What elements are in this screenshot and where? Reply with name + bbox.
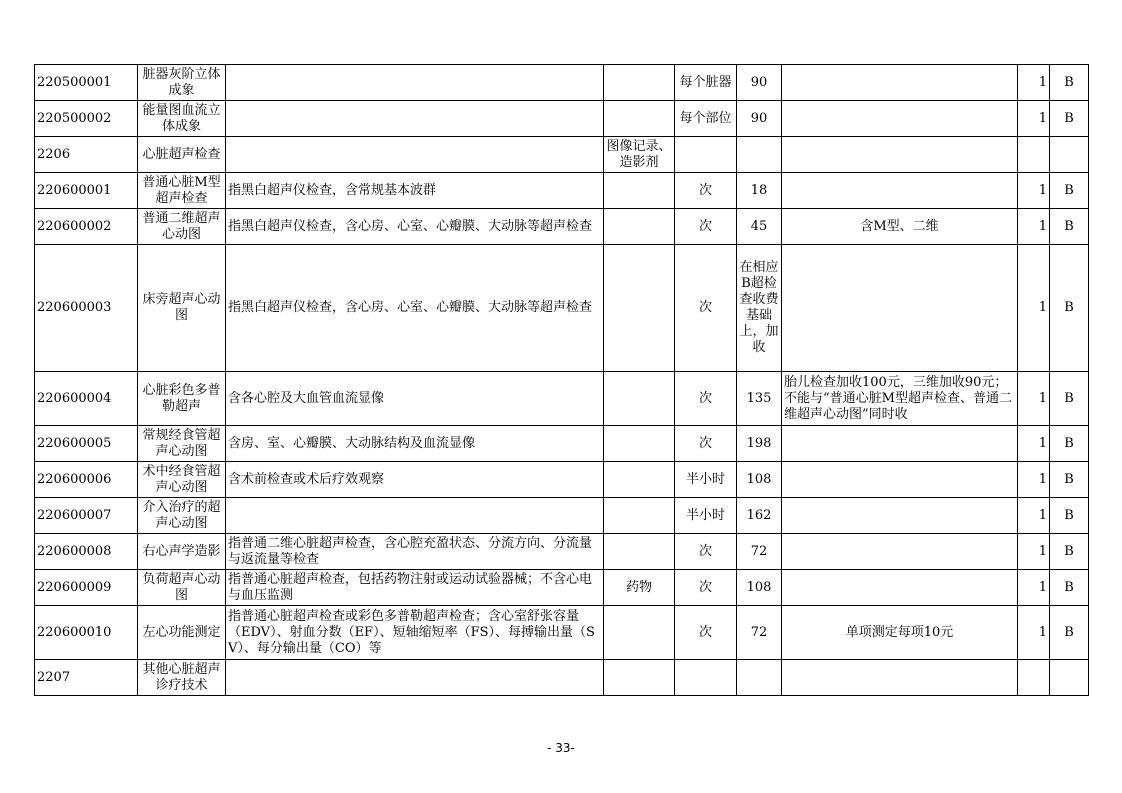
item-name: 能量图血流立体成象 <box>138 101 226 137</box>
item-flag: 1 <box>1018 209 1050 245</box>
item-price: 90 <box>737 65 782 101</box>
item-content: 含各心腔及大血管血流显像 <box>226 372 604 426</box>
item-note <box>782 426 1018 462</box>
item-flag: 1 <box>1018 372 1050 426</box>
item-code: 220600009 <box>35 570 138 606</box>
item-unit: 半小时 <box>675 462 737 498</box>
item-content: 含术前检查或术后疗效观察 <box>226 462 604 498</box>
item-flag: 1 <box>1018 606 1050 660</box>
item-code: 2207 <box>35 660 138 696</box>
item-content: 指普通二维心脏超声检查，含心腔充盈状态、分流方向、分流量与返流量等检查 <box>226 534 604 570</box>
item-code: 220600008 <box>35 534 138 570</box>
item-excluded <box>604 173 675 209</box>
item-class: B <box>1050 426 1089 462</box>
item-price: 72 <box>737 534 782 570</box>
item-code: 2206 <box>35 137 138 173</box>
item-excluded <box>604 372 675 426</box>
item-excluded: 药物 <box>604 570 675 606</box>
item-content: 指黑白超声仪检查，含心房、心室、心瓣膜、大动脉等超声检查 <box>226 209 604 245</box>
table-row <box>35 498 1089 534</box>
item-name: 心脏超声检查 <box>138 137 226 173</box>
item-class: B <box>1050 606 1089 660</box>
item-unit: 每个部位 <box>675 101 737 137</box>
table-row <box>35 534 1089 570</box>
item-note <box>782 534 1018 570</box>
item-code: 220600006 <box>35 462 138 498</box>
item-price: 90 <box>737 101 782 137</box>
item-code: 220600004 <box>35 372 138 426</box>
table-row <box>35 245 1089 372</box>
item-price: 108 <box>737 570 782 606</box>
item-class: B <box>1050 65 1089 101</box>
item-code: 220600005 <box>35 426 138 462</box>
item-code: 220600010 <box>35 606 138 660</box>
item-note <box>782 660 1018 696</box>
item-note <box>782 245 1018 372</box>
item-class: B <box>1050 101 1089 137</box>
page-number: - 33- <box>547 741 575 755</box>
item-price <box>737 660 782 696</box>
item-price: 18 <box>737 173 782 209</box>
item-price: 45 <box>737 209 782 245</box>
item-unit: 每个脏器 <box>675 65 737 101</box>
table-row <box>35 426 1089 462</box>
item-code: 220500002 <box>35 101 138 137</box>
item-unit: 次 <box>675 606 737 660</box>
item-unit: 次 <box>675 245 737 372</box>
item-note: 单项测定每项10元 <box>782 606 1018 660</box>
table-row <box>35 65 1089 101</box>
item-flag: 1 <box>1018 245 1050 372</box>
item-code: 220500001 <box>35 65 138 101</box>
item-content <box>226 65 604 101</box>
item-unit <box>675 137 737 173</box>
item-name: 常规经食管超声心动图 <box>138 426 226 462</box>
item-content <box>226 137 604 173</box>
item-flag: 1 <box>1018 173 1050 209</box>
item-excluded <box>604 101 675 137</box>
item-class: B <box>1050 498 1089 534</box>
item-name: 其他心脏超声诊疗技术 <box>138 660 226 696</box>
item-excluded <box>604 660 675 696</box>
item-excluded <box>604 65 675 101</box>
table-row <box>35 173 1089 209</box>
table-row <box>35 101 1089 137</box>
item-unit <box>675 660 737 696</box>
item-content: 指普通心脏超声检查，包括药物注射或运动试验器械；不含心电与血压监测 <box>226 570 604 606</box>
fee-table <box>34 64 1089 696</box>
item-flag: 1 <box>1018 534 1050 570</box>
item-unit: 次 <box>675 372 737 426</box>
item-code: 220600003 <box>35 245 138 372</box>
item-note: 胎儿检查加收100元，三维加收90元；不能与“普通心脏M型超声检查、普通二维超声心动图”同时收 <box>782 372 1018 426</box>
item-class: B <box>1050 209 1089 245</box>
item-name: 术中经食管超声心动图 <box>138 462 226 498</box>
item-note: 含M型、二维 <box>782 209 1018 245</box>
table-row <box>35 570 1089 606</box>
item-flag: 1 <box>1018 426 1050 462</box>
item-unit: 次 <box>675 534 737 570</box>
item-excluded: 图像记录、造影剂 <box>604 137 675 173</box>
item-price: 108 <box>737 462 782 498</box>
item-content: 指黑白超声仪检查，含心房、心室、心瓣膜、大动脉等超声检查 <box>226 245 604 372</box>
item-name: 普通心脏M型超声检查 <box>138 173 226 209</box>
item-class: B <box>1050 534 1089 570</box>
item-content: 指黑白超声仪检查，含常规基本波群 <box>226 173 604 209</box>
table-row <box>35 462 1089 498</box>
item-unit: 半小时 <box>675 498 737 534</box>
item-flag: 1 <box>1018 101 1050 137</box>
item-content <box>226 660 604 696</box>
item-class: B <box>1050 462 1089 498</box>
item-class: B <box>1050 570 1089 606</box>
table-row <box>35 137 1089 173</box>
item-unit: 次 <box>675 426 737 462</box>
fee-table-body <box>35 65 1089 696</box>
item-unit: 次 <box>675 570 737 606</box>
table-row <box>35 606 1089 660</box>
item-code: 220600001 <box>35 173 138 209</box>
item-excluded <box>604 462 675 498</box>
item-name: 右心声学造影 <box>138 534 226 570</box>
item-flag: 1 <box>1018 570 1050 606</box>
item-excluded <box>604 498 675 534</box>
item-note <box>782 101 1018 137</box>
item-name: 普通二维超声心动图 <box>138 209 226 245</box>
item-excluded <box>604 534 675 570</box>
item-excluded <box>604 426 675 462</box>
item-price: 198 <box>737 426 782 462</box>
item-note <box>782 498 1018 534</box>
item-unit: 次 <box>675 209 737 245</box>
item-class <box>1050 137 1089 173</box>
table-row <box>35 372 1089 426</box>
table-row <box>35 660 1089 696</box>
item-price: 135 <box>737 372 782 426</box>
item-content <box>226 101 604 137</box>
item-class: B <box>1050 173 1089 209</box>
item-class: B <box>1050 372 1089 426</box>
item-note <box>782 173 1018 209</box>
item-excluded <box>604 209 675 245</box>
item-content <box>226 498 604 534</box>
item-content: 含房、室、心瓣膜、大动脉结构及血流显像 <box>226 426 604 462</box>
table-row <box>35 209 1089 245</box>
item-class <box>1050 660 1089 696</box>
item-flag <box>1018 137 1050 173</box>
item-price: 162 <box>737 498 782 534</box>
item-flag: 1 <box>1018 65 1050 101</box>
item-code: 220600002 <box>35 209 138 245</box>
item-note <box>782 570 1018 606</box>
item-content: 指普通心脏超声检查或彩色多普勒超声检查；含心室舒张容量（EDV）、射血分数（EF）、短轴缩短率（FS）、每搏输出量（SV）、每分输出量（CO）等 <box>226 606 604 660</box>
item-flag: 1 <box>1018 498 1050 534</box>
item-excluded <box>604 245 675 372</box>
item-price <box>737 137 782 173</box>
item-name: 脏器灰阶立体成象 <box>138 65 226 101</box>
item-flag: 1 <box>1018 462 1050 498</box>
item-note <box>782 65 1018 101</box>
item-price: 在相应B超检查收费基础上，加收 <box>737 245 782 372</box>
item-unit: 次 <box>675 173 737 209</box>
item-code: 220600007 <box>35 498 138 534</box>
item-name: 床旁超声心动图 <box>138 245 226 372</box>
item-note <box>782 462 1018 498</box>
item-price: 72 <box>737 606 782 660</box>
item-note <box>782 137 1018 173</box>
item-flag <box>1018 660 1050 696</box>
item-name: 心脏彩色多普勒超声 <box>138 372 226 426</box>
item-name: 介入治疗的超声心动图 <box>138 498 226 534</box>
item-name: 左心功能测定 <box>138 606 226 660</box>
item-class: B <box>1050 245 1089 372</box>
item-name: 负荷超声心动图 <box>138 570 226 606</box>
item-excluded <box>604 606 675 660</box>
